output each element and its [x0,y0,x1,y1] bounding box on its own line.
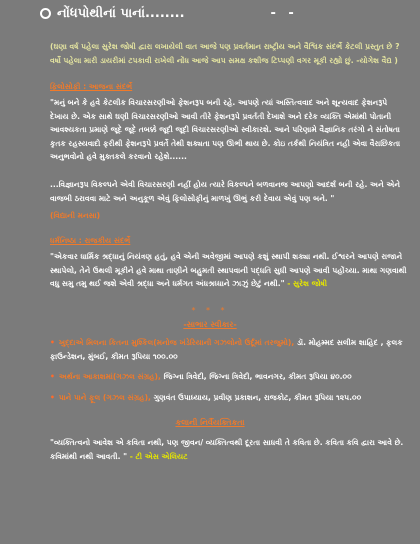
ack-item-details: ગુણવંત ઉપાધ્યાય, પ્રવીણ પ્રકાશન, રાજકોટ, કીમત રૂપિયા ૧૨૫.૦૦ [153,393,362,402]
bullet-icon: • [50,393,55,402]
ack-item [50,336,408,363]
section1-text: "મનું બને કે હવે કેટલીક વિચારસરણીઓ ફેશનરૂપ બની રહે. આપણે ત્યાં અસ્તિત્વવાદ અને શૂન્યવાદ ફેશનરૂપે દેખાય છે. એક સાથે ઘણી વિચારસરણીઓ આવી તીરે ફેશનરૂપે પ્રવર્તતી દેખાશે અને દરેક વ્યક્તિ એમાંથી પોતાની આવશ્યકતા પ્રમાણે જૂદે જૂદે તબક્કે જૂદી જૂદી વિચારસરણીઓ સ્વીકારશે. આને પરિણામે વૈજ્ઞાનિક તરંગો ને સંતોષતા કૃતક રહસ્યવાદો ફરીથી ફેશનરૂપે પ્રવર્તે તેથી શક્યતા પણ ઊભી થાય છે. કોઇ તર્કથી નિયંત્રિત નહી એવા વૈરાછિકતા અનુભવોનો હવે મુક્તકલે કરવાનો રહેશે...... [50,98,401,162]
section2-text [50,250,408,291]
page-title [40,2,400,24]
bullet-icon: • [50,372,55,381]
ack-item-title: પાને પાને ફૂલ (ગઝલ સંગ્રહ), [58,393,151,402]
bullet-icon: • [50,338,55,347]
ack-item [50,370,408,384]
section2-body: "એકવાર ધાર્મિક શ્રદ્ધાનું નિયંત્રણ હતું, હવે એની અવેજીમાં આપણે કશું સ્થાપી શક્યા નથી. ઈશ્વરને આપણે રાજાને સ્થાપેલો, તેને ઉથલી મૂકીને હવે માથા તાણીને બહુમતી સ્થાપવાની પદ્ધતિ સુધી આપણે આવી પહોંચ્યા. માથા ગણવાથી વધુ સમુ તમુ થઈ જશે એવી શ્રદ્ધા અને ધર્મગત અંધશ્રધ્ધાને ઝાઝું છેટું નથી." [50,252,407,289]
separator-stars: * * * [191,306,229,315]
ack-item-details: ડૉ. મોહમ્મદ સલીમ શાહિદ , ફલક ફાઉન્ડેશન, મુંબઈ, કીમત રૂપિયા ૧૦૦.૦૦ [50,338,403,361]
ack-item-title: અર્થના આકાશમાં(ગઝલ સંગ્રહ), [58,372,161,381]
section1-label: ફિલોસોફી : આજના સંદર્ભે [50,82,133,91]
ack-item [50,391,408,405]
title-text: નોંધપોથીનાં પાનાં........ [57,5,185,21]
section1-source: (વિદ્યાની મનસા) [50,211,101,220]
ack-item-title: ખુદ્દાએ મિલના કિતના મુશ્કિલ(મનોજ ખંડેરિયાની ગઝલોનો ઉર્દૂમાં તરજુમો), [58,338,295,347]
circle-bullet-icon [40,8,51,19]
ack-item-details: જિગ્ના ત્રિવેદી, જિગ્ના ત્રિવેદી, ભાવનગર, કીમત રૂપિયા ૪૦.૦૦ [163,372,352,381]
section1-text2: ...વિજ્ઞાનરૂપ વિકલ્પને એવી વિચારસરણી નહીં હોય ત્યારે વિકલ્પને બળવાનજ આપણો આદર્શ બની રહે. અને એને વાજબી ઠરાવવા માટે અને અનુકૂળ એવું ફિલોસોફીનું માળખું ઊભું કરી દેવાય એવું પણ બને. " [50,180,401,203]
title-dashes: - - [270,5,298,21]
art-author: - ટી એસ એલિયટ [129,451,188,461]
art-text [50,436,408,463]
section2-label: ધર્મનિષ્ઠા : રાજકીય સંદર્ભે [50,236,131,245]
section2-author: - સુરેશ જોષી [287,279,328,289]
acknowledgement-heading: -સાભાર સ્વીકાર- [183,320,237,329]
intro-paragraph: (ઘણા વર્ષ પહેલા સુરેશ જોષી દ્વારા લખાયેલી વાત આજે પણ પ્રવર્તમાન રાષ્ટ્રીય અને વૈશ્વિક સંદર્ભે કેટલી પ્રસ્તુત છે ? વર્ષો પહેલા મારી ડાયરીમાં ટપકાવી રાખેલી નોંધ આજે આપ સમક્ષ કશીજ ટિપ્પણી વગર મૂકી રહ્યો છું. -યોગેશ વૈદ્ય ) [50,42,400,65]
art-body: "વ્યક્તિત્વનો આવેશ એ કવિતા નથી, પણ જીવન/ વ્યક્તિત્વથી દૂરતા સાધવી તે કવિતા છે. કવિતા કવિ દ્વારા આવે છે. કવિમાંથી નથી આવતી. " [50,438,404,461]
art-heading: કલાની નિર્વૈયક્તિકતા [175,418,245,427]
